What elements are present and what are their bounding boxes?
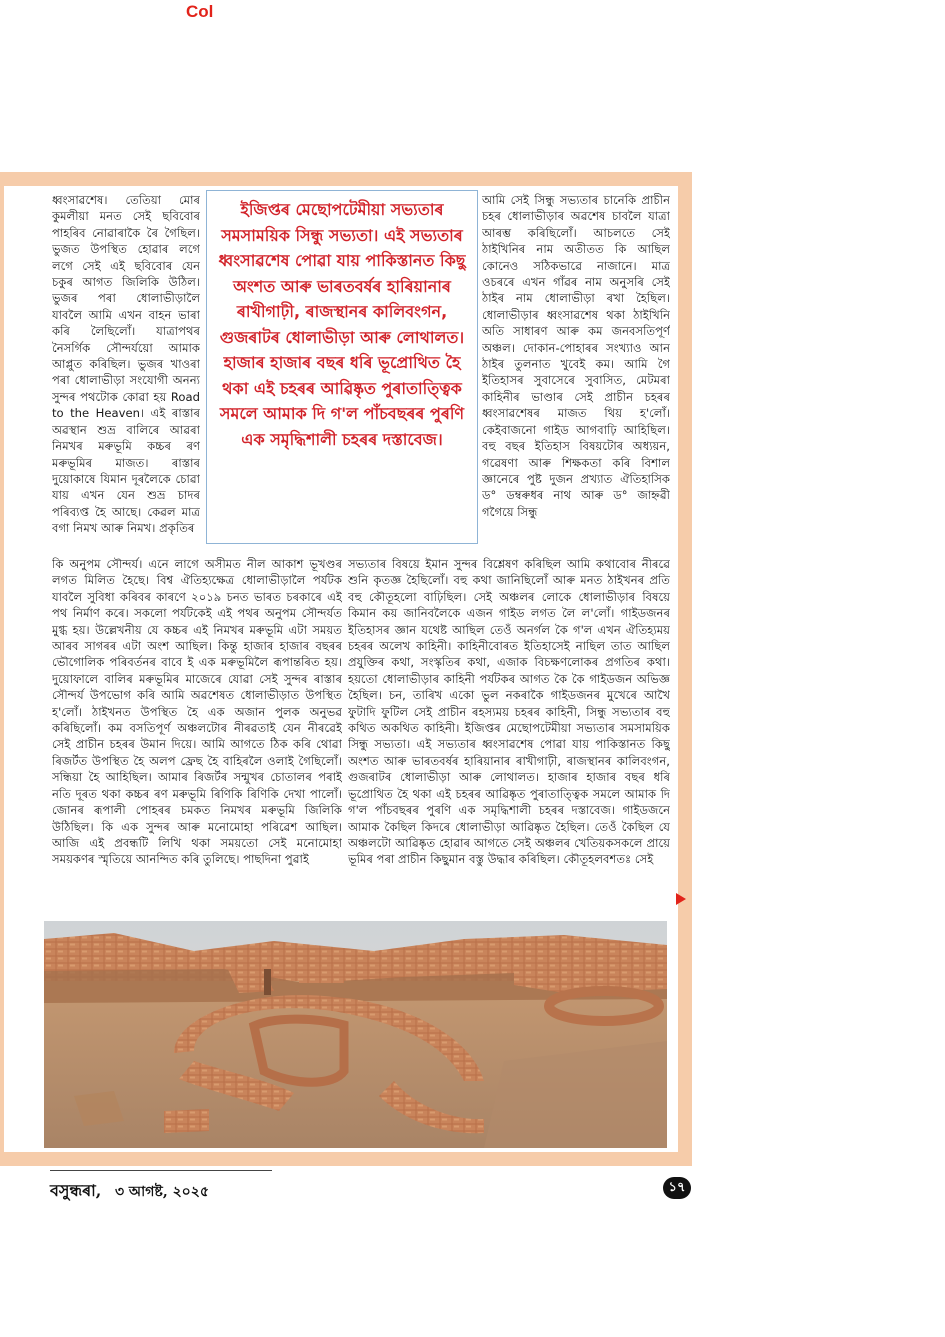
issue-date: ৩ আগষ্ট, ২০২৫ [114,1184,209,1200]
footer-masthead [50,1178,209,1205]
pull-quote-box [206,190,478,544]
magazine-name: বসুন্ধৰা, [50,1181,102,1200]
frame-bottom [0,1152,692,1166]
triangle-right-icon [676,893,686,905]
article-column-right-bottom: সভ্যতাৰ বিষয়ে ইমান সুন্দৰ বিশ্লেষণ কৰিছিল আমি কথাবোৰ নীৰৱে শুনি কৃতজ্ঞ হৈছিলোঁ। বহু কথা জানিছিলোঁ আৰু মনত ঠাইখনৰ প্ৰতি বহু কৌতূহলো বাঢ়িছিল। সেই অঞ্চলৰ লোকে ধোলাভীড়াৰ বিষয়ে কিমান কয় জানিবলৈকে এজন গাইড লগত লৈ ল'লোঁ। গাইডজনৰ ইতিহাসৰ জ্ঞান যথেষ্ট আছিল তেওঁ অনৰ্গল কৈ গ'ল এখন ঐতিহ্যময় চহৰৰ অলেখ কাহিনী। কাহিনীবোৰত ইতিহাসেই নাছিল তাত আছিল প্ৰযুক্তিৰ কথা, সংস্কৃতিৰ কথা, এজাক বিচক্ষণলোকৰ প্ৰগতিৰ কথা। হয়তো ধোলাভীড়াৰ কাহিনী পৰ্যটকৰ আগত কৈ কৈ গাইডজন অভিজ্ঞ হৈছিল। চন, তাৰিখ একো ভুল নকৰাকৈ গাইডজনৰ মুখেৰে আখৈ ফুটাদি ফুটিল সেই প্ৰাচীন ৰহস্যময় চহৰৰ কাহিনী, সিন্ধু সভ্যতাৰ বহু কথিত অকথিত কাহিনী। ইজিপ্তৰ মেছোপটেমীয়া সভ্যতাৰ সমসাময়িক সিন্ধু সভ্যতা। এই সভ্যতাৰ ধ্বংসাৱশেষ পোৱা যায় পাকিস্তানত কিছু অংশত আৰু ভাৰতবৰ্ষৰ হাৰিয়ানাৰ ৰাখীগাঢ়ী, ৰাজস্থানৰ কালিবংগন, গুজৰাটৰ ধোলাভীড়া আৰু লোথালত। হাজাৰ হাজাৰ বছৰ ধৰি ভূপ্ৰোথিত হৈ থকা এই চহৰৰ আৱিষ্কৃত পুৰাতাত্ত্বিক সমলে আমাক দি গ'ল পাঁচবছৰৰ পুৰণি এক সমৃদ্ধিশালী চহৰৰ দস্তাবেজ। গাইডজনে আমাক কৈছিল কিদৰে ধোলাভীড়া আৱিষ্কৃত হৈছিল। তেওঁ কৈছিল যে অঞ্চলটো আৱিষ্কৃত হোৱাৰ আগতে সেই অঞ্চলৰ খেতিয়কসকলে প্ৰায়ে ভূমিৰ পৰা প্ৰাচীন কিছুমান বস্তু উদ্ধাৰ কৰিছিল। কৌতূহলবশতঃ সেই [348,557,670,867]
frame-top [0,172,692,186]
frame-left [0,172,4,1166]
footer-rule [50,1170,272,1171]
page-number-badge: ১৭ [663,1177,691,1199]
article-column-left-bottom: কি অনুপম সৌন্দৰ্য। এনে লাগে অসীমত নীল আকাশ ভূখণ্ডৰ লগত মিলিত হৈছে। বিশ্ব ঐতিহ্যক্ষেত্ৰ ধোলাভীড়ালৈ পৰ্যটক যাবলৈ সুবিধা কৰিবৰ কাৰণে ২০১৯ চনত ভাৰত চৰকাৰে এই পথ নিৰ্মাণ কৰে। সকলো পৰ্যটকেই এই পথৰ অনুপম সৌন্দৰ্যত মুগ্ধ হয়। উল্লেখনীয় যে কচ্চৰ এই নিমখৰ মৰুভূমি এটা সময়ত আৰব সাগৰৰ এটা অংশ আছিল। কিন্তু হাজাৰ হাজাৰ বছৰৰ ভৌগোলিক পৰিবৰ্তনৰ বাবে ই এক মৰুভূমিলৈ ৰূপান্তৰিত হয়। দুয়োফালে বালিৰ মৰুভূমিৰ মাজেৰে যোৱা সেই সুন্দৰ ৰাস্তাৰ সৌন্দৰ্য উপভোগ কৰি আমি অৱশেষত ধোলাভীড়াত উপস্থিত হ'লোঁ। ঠাইখনত উপস্থিত হৈ এক অজান পুলক অনুভৱ কৰিছিলোঁ। কম বসতিপূৰ্ণ অঞ্চলটোৰ নীৰৱতাই যেন নীৰৱেই সেই প্ৰাচীন চহৰৰ উমান দিয়ে। আমি আগতে ঠিক কৰি থোৱা ৰিজৰ্টত উপস্থিত হৈ অলপ ফ্ৰেছ হৈ বাহিৰলৈ ওলাই গৈছিলোঁ। সন্ধিয়া হৈ আহিছিল। আমাৰ ৰিজৰ্টৰ সন্মুখৰ চোতালৰ পৰাই নতি দূৰত থকা কচ্চৰ ৰণ মৰুভূমি ৰিণিকি ৰিণিকি দেখা পালোঁ। জোনৰ ৰূপালী পোহৰৰ চমকত নিমখৰ মৰুভূমি জিলিকি উঠিছিল। কি এক সুন্দৰ আৰু মনোমোহা পৰিৱেশ আছিল। আজি এই প্ৰবন্ধটি লিখি থকা সময়তো সেই মনোমোহা সময়কণৰ স্মৃতিয়ে আনন্দিত কৰি তুলিছে। পাছদিনা পুৱাই [52,557,342,867]
ruins-photo [44,921,667,1148]
frame-right [678,172,692,1166]
pull-quote-text: ইজিপ্তৰ মেছোপটেমীয়া সভ্যতাৰ সমসাময়িক সিন্ধু সভ্যতা। এই সভ্যতাৰ ধ্বংসাৱশেষ পোৱা যায় পাকিস্তানত কিছু অংশত আৰু ভাৰতবৰ্ষৰ হাৰিয়ানাৰ ৰাখীগাঢ়ী, ৰাজস্থানৰ কালিবংগন, গুজৰাটৰ ধোলাভীড়া আৰু লোথালত। হাজাৰ হাজাৰ বছৰ ধৰি ভূপ্ৰোথিত হৈ থকা এই চহৰৰ আৱিষ্কৃত পুৰাতাত্ত্বিক সমলে আমাক দি গ'ল পাঁচবছৰৰ পুৰণি এক সমৃদ্ধিশালী চহৰৰ দস্তাবেজ। [218,200,466,449]
article-column-right-top: আমি সেই সিন্ধু সভ্যতাৰ চানেকি প্ৰাচীন চহৰ ধোলাভীড়াৰ অৱশেষ চাবলৈ যাত্ৰা আৰম্ভ কৰিছিলোঁ। আচলতে সেই ঠাইখিনিৰ নাম অতীতত কি আছিল কোনেও সঠিকভাৱে নাজানে। মাত্ৰ ওচৰৰে এখন গাঁৱৰ নাম অনুসৰি সেই ঠাইৰ নাম ধোলাভীড়া ৰখা হৈছিল। ধোলাভীড়াৰ ধ্বংসাৱশেষ থকা ঠাইখিনি অতি সাধাৰণ আৰু কম জনবসতিপূৰ্ণ অঞ্চল। দোকান-পোহাৰৰ সংখ্যাও আন ঠাইৰ তুলনাত খুবেই কম। আমি গৈ ইতিহাসৰ সুবাসেৰে সুবাসিত, মেটমৰা কাহিনীৰ ভাণ্ডাৰ সেই প্ৰাচীন চহৰৰ ধ্বংসাৱশেষৰ মাজত থিয় হ'লোঁ। কেইবাজনো গাইড আগবাঢ়ি আহিছিল। বহু বছৰ ইতিহাস বিষয়টোৰ অধ্যয়ন, গৱেষণা আৰু শিক্ষকতা কৰি বিশাল জ্ঞানেৰে পুষ্ট দুজন প্ৰখ্যাত ঐতিহাসিক ড° ডম্বৰুধৰ নাথ আৰু ড° জাহ্নৱী গগৈয়ে সিন্ধু [482,193,670,519]
column-tag: Col [186,2,214,21]
article-column-left-top: ধ্বংসাৱশেষ। তেতিয়া মোৰ কুমলীয়া মনত সেই ছবিবোৰ পাহৰিব নোৱাৰাকৈ ৰৈ গৈছিল। ভুজত উপস্থিত হোৱাৰ লগে লগে সেই এই ছবিবোৰ যেন চকুৰ আগত জিলিকি উঠিল। ভুজৰ পৰা ধোলাভীড়ালৈ যাবলৈ আমি এখন বাহন ভাৰা কৰি লৈছিলোঁ। যাত্ৰাপথৰ নৈসৰ্গিক সৌন্দৰ্যয়ো আমাক আপ্লুত কৰিছিল। ভুজৰ খাওৰা পৰা ধোলাভীড়া সংযোগী অনন্য সুন্দৰ পথটোক কোৱা হয় Road to the Heaven। এই ৰাস্তাৰ অৱস্থান শুভ্ৰ বালিৰে আৱৰা নিমখৰ মৰুভূমি কচ্চৰ ৰণ মৰুভূমিৰ মাজত। ৰাস্তাৰ দুয়োকাষে যিমান দূৰলৈকে চোৱা যায় এখন যেন শুভ্ৰ চাদৰ পৰিব্যপ্ত হৈ আছে। কেৱল মাত্ৰ বগা নিমখ আৰু নিমখ। প্ৰকৃতিৰ [52,193,200,536]
